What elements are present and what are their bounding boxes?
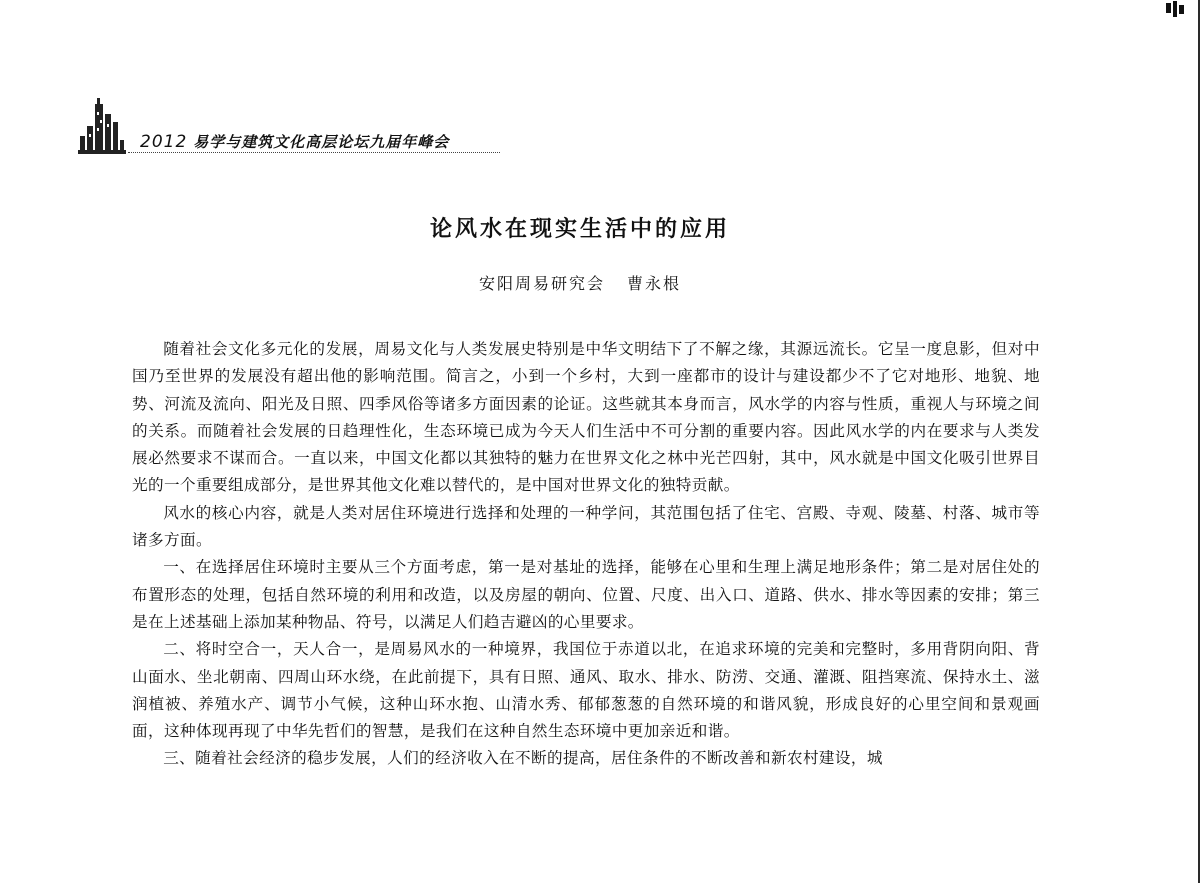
- body-paragraph: 一、在选择居住环境时主要从三个方面考虑，第一是对基址的选择，能够在心里和生理上满足地形条件；第二是对居住处的布置形态的处理，包括自然环境的利用和改造，以及房屋的朝向、位置、尺度、出入口、道路、供水、排水等因素的安排；第三是在上述基础上添加某种物品、符号，以满足人们趋吉避凶的心里要求。: [132, 558, 1040, 631]
- body-paragraph: 三、随着社会经济的稳步发展，人们的经济收入在不断的提高，居住条件的不断改善和新农村建设，城: [163, 749, 883, 768]
- header-series-title: 易学与建筑文化高层论坛九届年峰会: [193, 133, 450, 151]
- body-paragraph: 二、将时空合一，天人合一，是周易风水的一种境界，我国位于赤道以北，在追求环境的完美和完整时，多用背阴向阳、背山面水、坐北朝南、四周山环水绕，在此前提下，具有日照、通风、取水、排水、防涝、交通、灌溉、阻挡寒流、保持水土、滋润植被、养殖水产、调节小气候，这种山环水抱、山清水秀、郁郁葱葱的自然环境的和谐风貌，形成良好的心里空间和景观画面，这种体现再现了中华先哲们的智慧，是我们在这种自然生态环境中更加亲近和谐。: [132, 640, 1040, 741]
- header-divider: [128, 152, 500, 153]
- body-paragraph: 风水的核心内容，就是人类对居住环境进行选择和处理的一种学问，其范围包括了住宅、宫殿、寺观、陵墓、村落、城市等诸多方面。: [132, 503, 1040, 550]
- article-title: 论风水在现实生活中的应用: [429, 216, 730, 242]
- author-name: 曹永根: [627, 274, 682, 293]
- header-logo-icon: [78, 96, 126, 156]
- header-year: 2012: [140, 132, 188, 152]
- byline: [0, 271, 1160, 294]
- scan-artifact-icon: [1164, 1, 1186, 19]
- author-affiliation: 安阳周易研究会: [478, 274, 605, 293]
- running-header: [140, 131, 449, 152]
- article-body: [132, 336, 1040, 773]
- body-paragraph: 随着社会文化多元化的发展，周易文化与人类发展史特别是中华文明结下了不解之缘，其源远流长。它呈一度息影，但对中国乃至世界的发展没有超出他的影响范围。简言之，小到一个乡村，大到一座都市的设计与建设都少不了它对地形、地貌、地势、河流及流向、阳光及日照、四季风俗等诸多方面因素的论证。这些就其本身而言，风水学的内容与性质，重视人与环境之间的关系。而随着社会发展的日趋理性化，生态环境已成为今天人们生活中不可分割的重要内容。因此风水学的内在要求与人类发展必然要求不谋而合。一直以来，中国文化都以其独特的魅力在世界文化之林中光芒四射，其中，风水就是中国文化吸引世界目光的一个重要组成部分，是世界其他文化难以替代的，是中国对世界文化的独特贡献。: [132, 340, 1040, 495]
